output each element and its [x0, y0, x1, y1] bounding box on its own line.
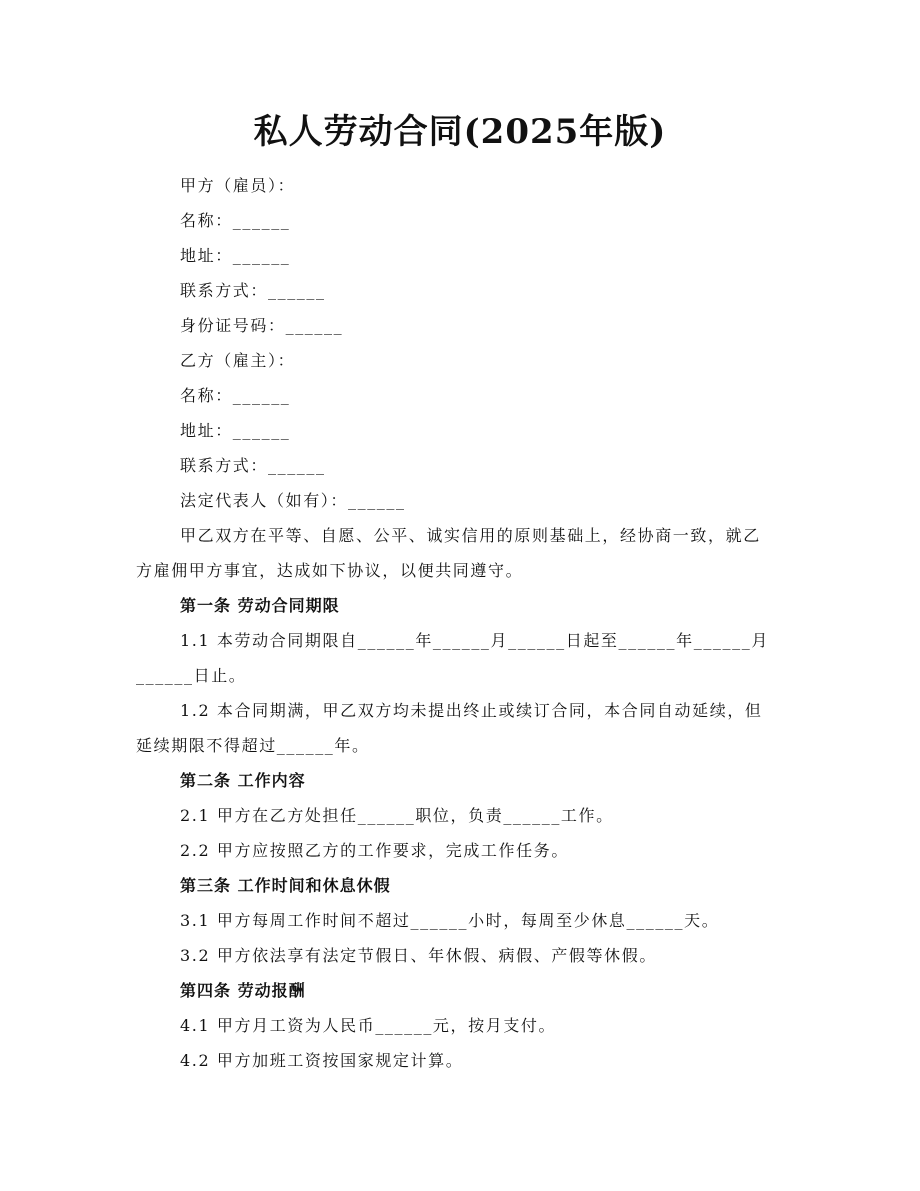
party-b-heading: 乙方（雇主）： — [180, 351, 296, 370]
clause-2-2: 2.2 甲方应按照乙方的工作要求，完成工作任务。 — [180, 841, 569, 860]
party-a-id-number-field: 身份证号码：______ — [180, 316, 344, 335]
article-1-heading: 第一条 劳动合同期限 — [180, 596, 340, 615]
clause-4-1: 4.1 甲方月工资为人民币______元，按月支付。 — [180, 1016, 557, 1035]
clause-1-2-line-2: 延续期限不得超过______年。 — [136, 736, 370, 755]
clause-1-2-line-1: 1.2 本合同期满，甲乙双方均未提出终止或续订合同，本合同自动延续，但 — [180, 701, 763, 720]
party-b-name-field: 名称：______ — [180, 386, 291, 405]
party-a-contact-field: 联系方式：______ — [180, 281, 326, 300]
clause-2-1: 2.1 甲方在乙方处担任______职位，负责______工作。 — [180, 806, 614, 825]
clause-3-1: 3.1 甲方每周工作时间不超过______小时，每周至少休息______天。 — [180, 911, 720, 930]
clause-1-1-line-1: 1.1 本劳动合同期限自______年______月______日起至______年______月 — [180, 631, 769, 650]
intro-paragraph-line-1: 甲乙双方在平等、自愿、公平、诚实信用的原则基础上，经协商一致，就乙 — [180, 526, 761, 545]
party-a-heading: 甲方（雇员）： — [180, 176, 296, 195]
article-2-heading: 第二条 工作内容 — [180, 771, 306, 790]
document-title: 私人劳动合同(2025年版) — [253, 112, 667, 152]
clause-4-2: 4.2 甲方加班工资按国家规定计算。 — [180, 1051, 464, 1070]
party-b-contact-field: 联系方式：______ — [180, 456, 326, 475]
clause-3-2: 3.2 甲方依法享有法定节假日、年休假、病假、产假等休假。 — [180, 946, 657, 965]
party-b-legal-rep-field: 法定代表人（如有）：______ — [180, 491, 406, 510]
party-a-address-field: 地址：______ — [180, 246, 291, 265]
clause-1-1-line-2: ______日止。 — [136, 666, 247, 685]
party-a-name-field: 名称：______ — [180, 211, 291, 230]
article-4-heading: 第四条 劳动报酬 — [180, 981, 306, 1000]
intro-paragraph-line-2: 方雇佣甲方事宜，达成如下协议，以便共同遵守。 — [136, 561, 524, 580]
article-3-heading: 第三条 工作时间和休息休假 — [180, 876, 391, 895]
party-b-address-field: 地址：______ — [180, 421, 291, 440]
